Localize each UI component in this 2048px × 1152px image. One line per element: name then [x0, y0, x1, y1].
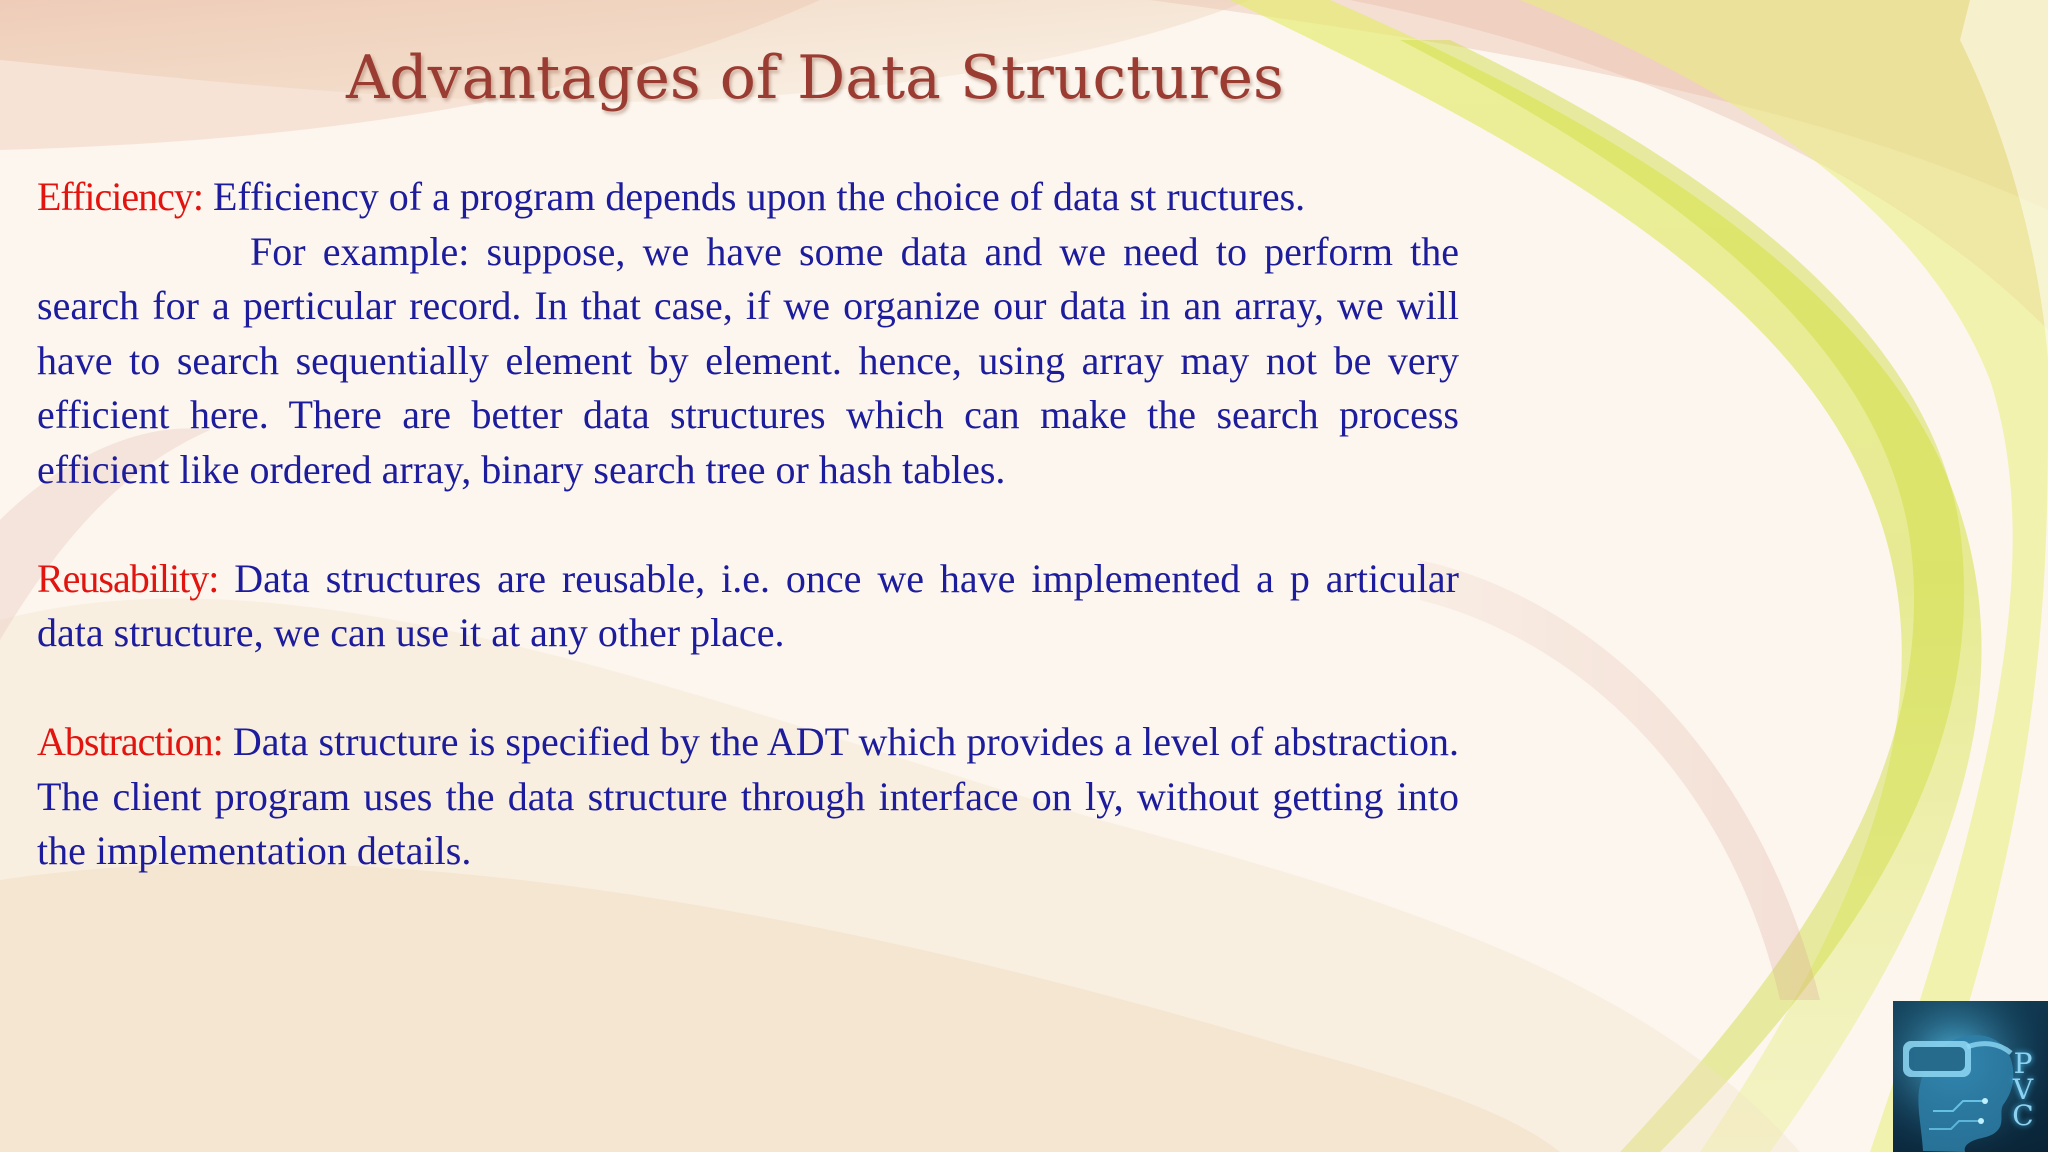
- reusability-term: Reusability:: [37, 555, 219, 601]
- reusability-paragraph: [37, 552, 1459, 661]
- logo-letter: V: [2012, 1073, 2034, 1106]
- efficiency-example-paragraph: [37, 225, 1459, 498]
- abstraction-term: Abstraction:: [37, 719, 223, 764]
- abstraction-text: Data structure is specified by the ADT which provides a level of abstraction. The client program uses the data structure through interface on ly, without getting into the implementation details.: [37, 719, 1459, 873]
- reusability-text: Data structures are reusable, i.e. once we have implemented a p articular data structure, we can use it at any other place.: [37, 555, 1459, 655]
- logo-letter: P: [2013, 1047, 2033, 1080]
- channel-logo: [1893, 1001, 2048, 1152]
- slide-title: Advantages of Data Structures: [346, 43, 1284, 113]
- abstraction-paragraph: [37, 715, 1459, 879]
- logo-letter: C: [2012, 1099, 2034, 1132]
- logo-letters: [2006, 1047, 2040, 1132]
- efficiency-example-text: For example: suppose, we have some data and we need to perform the search for a perticular record. In that case, if we organize our data in an array, we will have to search sequentially element by element. hence, using array may not be very efficient here. There are better data structures which can make the search process efficient like ordered array, binary search tree or hash tables.: [37, 228, 1459, 492]
- efficiency-term: Efficiency:: [37, 174, 203, 219]
- efficiency-paragraph: [37, 170, 1459, 225]
- slide-body: [37, 170, 1459, 879]
- efficiency-text: Efficiency of a program depends upon the choice of data st ructures.: [202, 174, 1306, 219]
